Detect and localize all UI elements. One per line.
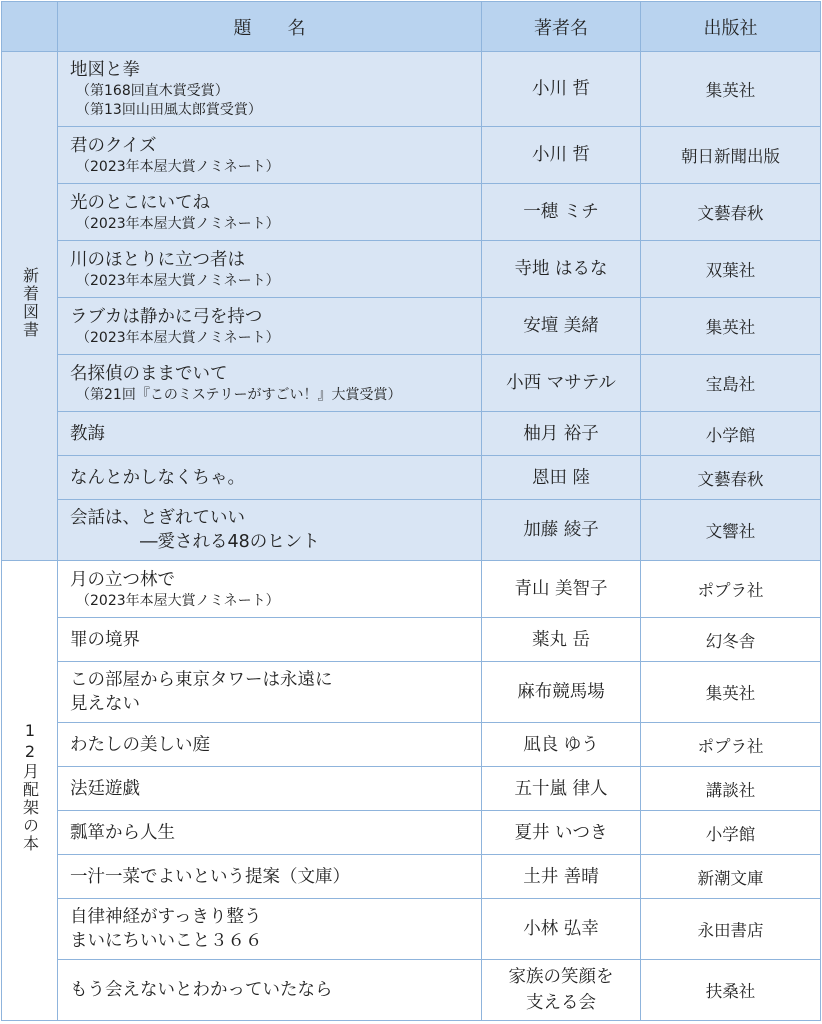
author-cell: 青山 美智子 <box>482 561 641 618</box>
header-title: 題 名 <box>58 2 482 52</box>
book-title: 君のクイズ <box>70 135 157 156</box>
book-title: この部屋から東京タワーは永遠に 見えない <box>70 670 333 714</box>
publisher-cell: 永田書店 <box>641 899 821 960</box>
book-title: 自律神経がすっきり整う まいにちいいこと３６６ <box>70 907 263 951</box>
title-cell <box>58 960 482 1021</box>
publisher-cell: 集英社 <box>641 662 821 723</box>
book-title: もう会えないとわかっていたなら <box>70 980 333 1000</box>
header-row <box>2 2 821 52</box>
title-cell <box>58 355 482 412</box>
book-title: 法廷遊戯 <box>70 778 140 799</box>
table-body <box>2 52 821 1021</box>
author-cell: 薬丸 岳 <box>482 618 641 662</box>
book-title: 光のとこにいてね <box>70 192 210 213</box>
publisher-cell: 小学館 <box>641 811 821 855</box>
title-cell <box>58 618 482 662</box>
table-row <box>2 561 821 618</box>
section-label <box>2 52 58 561</box>
table-row <box>2 767 821 811</box>
book-award-note: （2023年本屋大賞ノミネート） <box>76 592 280 609</box>
title-cell <box>58 52 482 127</box>
title-cell <box>58 127 482 184</box>
book-title: わたしの美しい庭 <box>70 734 210 755</box>
title-cell <box>58 561 482 618</box>
author-cell: 凪良 ゆう <box>482 723 641 767</box>
author-cell: 土井 善晴 <box>482 855 641 899</box>
title-cell <box>58 723 482 767</box>
book-title: なんとかしなくちゃ。 <box>70 467 245 488</box>
publisher-cell: 文響社 <box>641 500 821 561</box>
author-cell: 家族の笑顔を 支える会 <box>482 960 641 1021</box>
section-label-text: 新着図書 <box>20 266 40 339</box>
book-list-table <box>1 1 821 1021</box>
book-title: 会話は、とぎれていい ―愛される48のヒント <box>70 508 320 552</box>
book-title: 罪の境界 <box>70 629 140 650</box>
book-award-note: （2023年本屋大賞ノミネート） <box>76 215 280 232</box>
section-label-text: 12月配架の本 <box>20 721 40 853</box>
table-row <box>2 241 821 298</box>
header-publisher: 出版社 <box>641 2 821 52</box>
author-cell: 小川 哲 <box>482 52 641 127</box>
book-award-note: （第21回『このミステリーがすごい！』大賞受賞） <box>76 386 402 403</box>
table-row <box>2 355 821 412</box>
author-cell: 安壇 美緒 <box>482 298 641 355</box>
table-row <box>2 618 821 662</box>
table-row <box>2 855 821 899</box>
publisher-cell: 文藝春秋 <box>641 456 821 500</box>
publisher-cell: 集英社 <box>641 298 821 355</box>
table-row <box>2 52 821 127</box>
book-title: 名探偵のままでいて <box>70 363 228 384</box>
publisher-cell: 文藝春秋 <box>641 184 821 241</box>
title-cell <box>58 412 482 456</box>
author-cell: 小西 マサテル <box>482 355 641 412</box>
header-corner <box>2 2 58 52</box>
author-cell: 小林 弘幸 <box>482 899 641 960</box>
title-cell <box>58 811 482 855</box>
author-cell: 恩田 陸 <box>482 456 641 500</box>
table-row <box>2 960 821 1021</box>
title-cell <box>58 456 482 500</box>
publisher-cell: 宝島社 <box>641 355 821 412</box>
publisher-cell: 小学館 <box>641 412 821 456</box>
table-row <box>2 811 821 855</box>
table-row <box>2 184 821 241</box>
title-cell <box>58 500 482 561</box>
table-row <box>2 127 821 184</box>
book-title: 月の立つ林で <box>70 569 175 590</box>
author-cell: 麻布競馬場 <box>482 662 641 723</box>
title-cell <box>58 767 482 811</box>
table-row <box>2 500 821 561</box>
title-cell <box>58 662 482 723</box>
author-cell: 夏井 いつき <box>482 811 641 855</box>
table-row <box>2 662 821 723</box>
book-award-note: （2023年本屋大賞ノミネート） <box>76 158 280 175</box>
section-label <box>2 561 58 1021</box>
publisher-cell: 双葉社 <box>641 241 821 298</box>
book-award-note: （2023年本屋大賞ノミネート） <box>76 272 280 289</box>
publisher-cell: 朝日新聞出版 <box>641 127 821 184</box>
author-cell: 加藤 綾子 <box>482 500 641 561</box>
book-award-note: （第168回直木賞受賞） （第13回山田風太郎賞受賞） <box>76 83 262 118</box>
publisher-cell: 扶桑社 <box>641 960 821 1021</box>
book-title: 一汁一菜でよいという提案（文庫） <box>70 866 350 887</box>
author-cell: 小川 哲 <box>482 127 641 184</box>
book-title: 瓢箪から人生 <box>70 822 175 843</box>
book-title: ラブカは静かに弓を持つ <box>70 306 263 327</box>
book-title: 地図と拳 <box>70 60 140 80</box>
author-cell: 柚月 裕子 <box>482 412 641 456</box>
title-cell <box>58 855 482 899</box>
table-row <box>2 298 821 355</box>
publisher-cell: 新潮文庫 <box>641 855 821 899</box>
table-row <box>2 456 821 500</box>
author-cell: 一穂 ミチ <box>482 184 641 241</box>
title-cell <box>58 241 482 298</box>
publisher-cell: 幻冬舎 <box>641 618 821 662</box>
publisher-cell: 集英社 <box>641 52 821 127</box>
table-row <box>2 899 821 960</box>
title-cell <box>58 298 482 355</box>
publisher-cell: 講談社 <box>641 767 821 811</box>
header-author: 著者名 <box>482 2 641 52</box>
author-cell: 五十嵐 律人 <box>482 767 641 811</box>
publisher-cell: ポプラ社 <box>641 561 821 618</box>
table-row <box>2 723 821 767</box>
book-title: 教誨 <box>70 423 105 444</box>
title-cell <box>58 184 482 241</box>
author-cell: 寺地 はるな <box>482 241 641 298</box>
book-award-note: （2023年本屋大賞ノミネート） <box>76 329 280 346</box>
table-row <box>2 412 821 456</box>
title-cell <box>58 899 482 960</box>
book-title: 川のほとりに立つ者は <box>70 249 245 270</box>
publisher-cell: ポプラ社 <box>641 723 821 767</box>
